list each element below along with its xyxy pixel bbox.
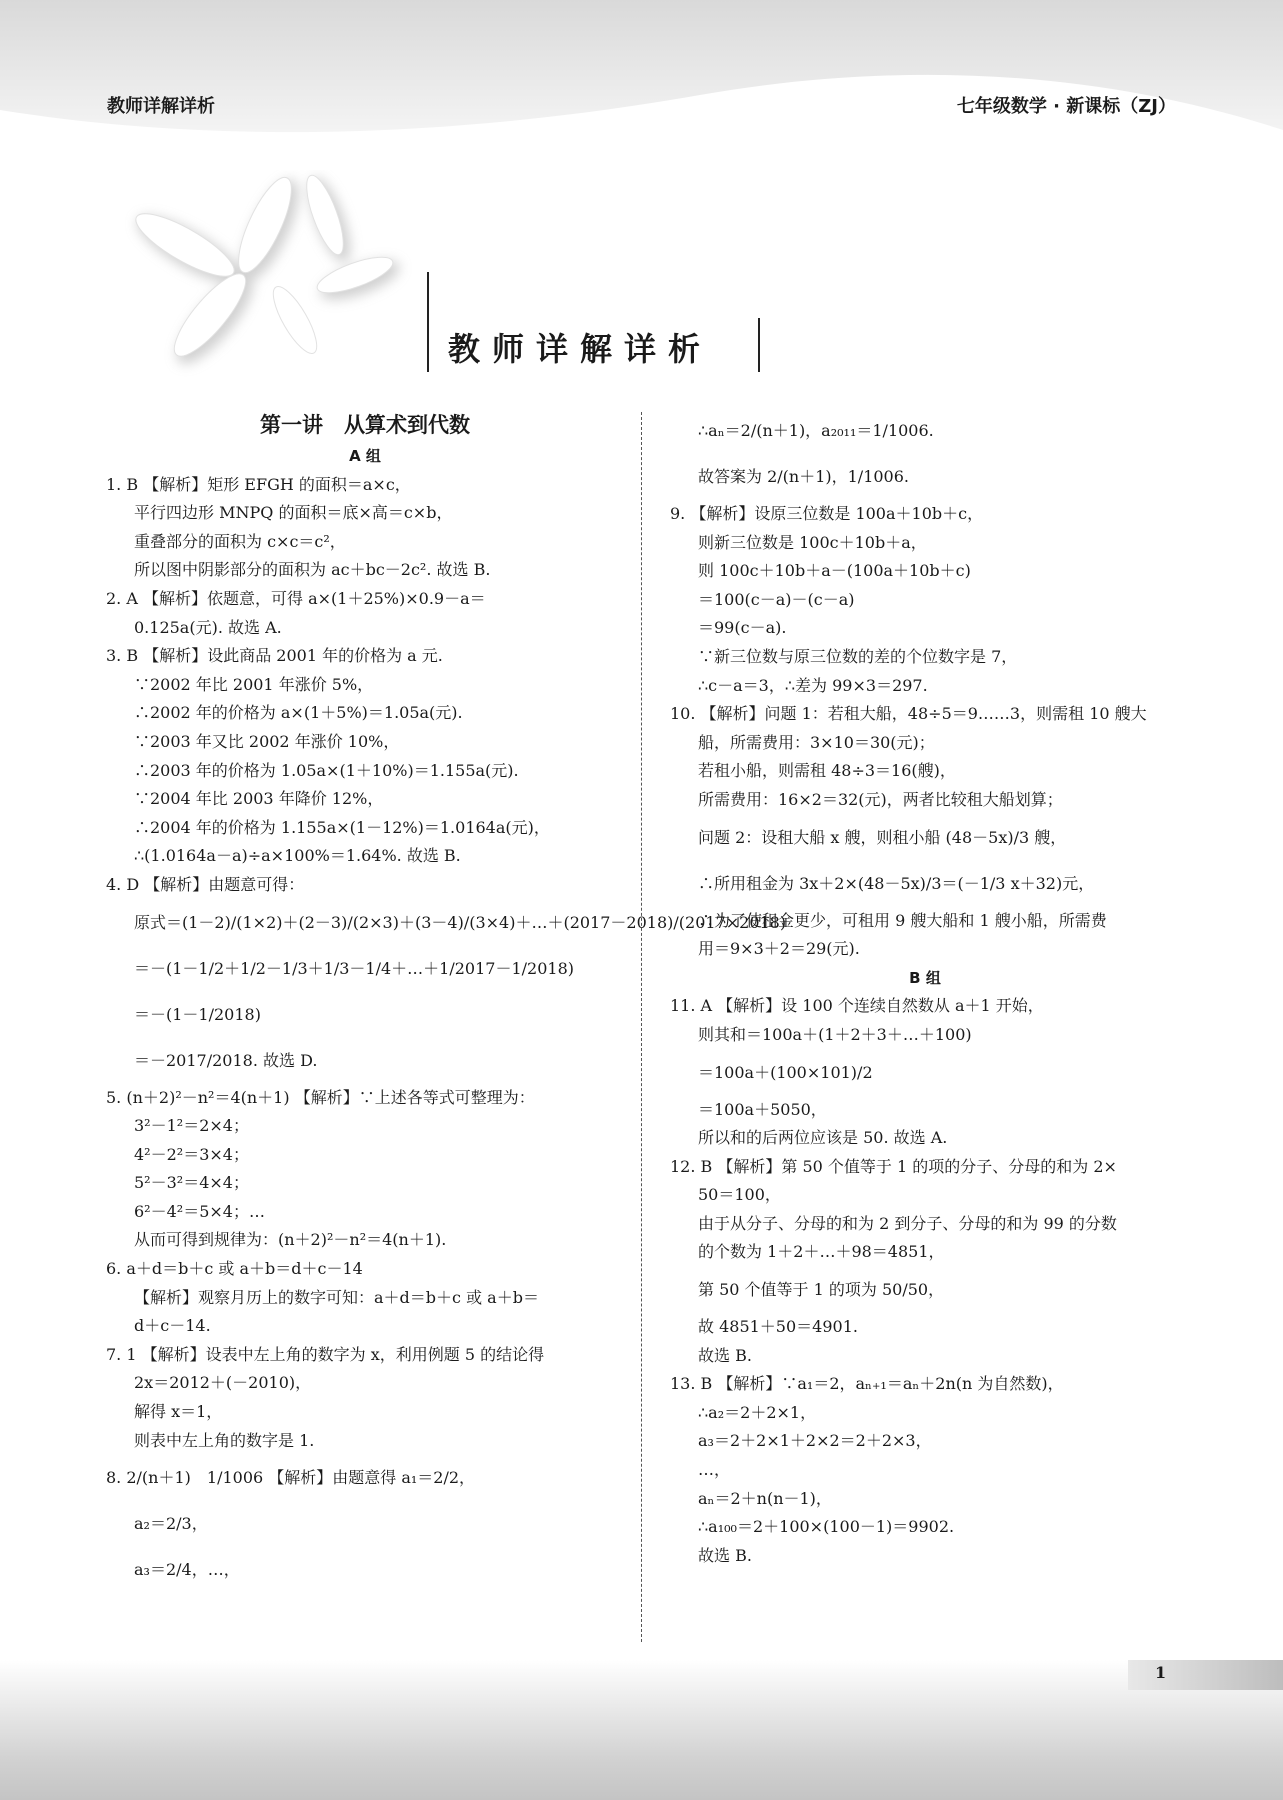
header-wave [0, 0, 1283, 160]
answer-line: ＝100(c－a)－(c－a) [698, 589, 855, 609]
answer-line: 5. (n＋2)²－n²＝4(n＋1) 【解析】∵上述各等式可整理为： [106, 1087, 535, 1107]
title-left-rule [427, 272, 429, 372]
section-title: 第一讲 从算术到代数 [260, 413, 470, 437]
flower-decoration-icon [120, 170, 430, 390]
answer-line: ∵新三位数与原三位数的差的个位数字是 7， [698, 646, 1018, 666]
formula-line: 第 50 个值等于 1 的项为 50/50， [698, 1280, 945, 1300]
answer-line: ∴c－a＝3，∴差为 99×3＝297. [698, 675, 928, 695]
header-left-title: 教师详解详析 [107, 96, 215, 117]
answer-line: 10. 【解析】问题 1：若租大船，48÷5＝9……3，则需租 10 艘大 [670, 704, 1147, 724]
answer-line: 从而可得到规律为：(n＋2)²－n²＝4(n＋1). [134, 1230, 447, 1250]
formula-line: ＝100a＋(100×101)/2 [698, 1062, 873, 1082]
answer-line: 的个数为 1＋2＋…＋98＝4851， [698, 1242, 945, 1262]
formula-line: ∴aₙ＝2/(n＋1)，a₂₀₁₁＝1/1006. [698, 421, 934, 440]
answer-line: …， [698, 1460, 731, 1480]
answer-line: 13. B 【解析】∵a₁＝2，aₙ₊₁＝aₙ＋2n(n 为自然数)， [670, 1374, 1064, 1394]
answer-line: 用＝9×3＋2＝29(元). [698, 939, 860, 959]
group-b-label: B 组 [909, 968, 941, 987]
formula-line: 故答案为 2/(n＋1)，1/1006. [698, 467, 910, 486]
answer-line: 50＝100， [698, 1185, 781, 1205]
formula-line: ∴所用租金为 3x＋2×(48－5x)/3＝(－1/3 x＋32)元， [698, 873, 1095, 893]
answer-line: 则其和＝100a＋(1＋2＋3＋…＋100) [698, 1024, 972, 1044]
answer-line: 平行四边形 MNPQ 的面积＝底×高＝c×b， [134, 503, 453, 523]
answer-line: a₃＝2＋2×1＋2×2＝2＋2×3， [698, 1431, 932, 1451]
column-divider [641, 412, 642, 1642]
answer-line: 1. B 【解析】矩形 EFGH 的面积＝a×c， [106, 474, 411, 494]
answer-line: 6²－4²＝5×4；… [134, 1201, 265, 1221]
answer-line: 0.125a(元). 故选 A. [134, 617, 282, 637]
answer-line: 由于从分子、分母的和为 2 到分子、分母的和为 99 的分数 [698, 1213, 1117, 1233]
answer-line: ＝99(c－a). [698, 618, 787, 638]
answer-line: 3. B 【解析】设此商品 2001 年的价格为 a 元. [106, 646, 443, 666]
formula-line: a₂＝2/3， [134, 1514, 208, 1534]
answer-line: 5²－3²＝4×4； [134, 1173, 249, 1193]
answer-line: 12. B 【解析】第 50 个值等于 1 的项的分子、分母的和为 2× [670, 1156, 1117, 1176]
answer-line: ∵2003 年又比 2002 年涨价 10%， [134, 731, 400, 751]
answer-line: 若租小船，则需租 48÷3＝16(艘)， [698, 761, 956, 781]
answer-line: 解得 x＝1， [134, 1402, 223, 1422]
formula-line: ＝－(1－1/2＋1/2－1/3＋1/3－1/4＋…＋1/2017－1/2018) [134, 958, 574, 978]
answer-line: 【解析】观察月历上的数字可知：a＋d＝b＋c 或 a＋b＝ [134, 1287, 539, 1307]
answer-line: aₙ＝2＋n(n－1)， [698, 1488, 832, 1508]
answer-line: 则新三位数是 100c＋10b＋a， [698, 532, 927, 552]
page-number-tab [1128, 1660, 1283, 1690]
answer-line: ∴2003 年的价格为 1.05a×(1＋10%)＝1.155a(元). [134, 760, 519, 780]
answer-line: 则表中左上角的数字是 1. [134, 1430, 315, 1450]
answer-line: 故选 B. [698, 1545, 752, 1565]
answer-line: ∴a₂＝2＋2×1， [698, 1402, 817, 1422]
answer-line: 9. 【解析】设原三位数是 100a＋10b＋c， [670, 504, 984, 523]
formula-line: a₃＝2/4，…， [134, 1560, 240, 1580]
answer-line: 所以和的后两位应该是 50. 故选 A. [698, 1128, 948, 1148]
answer-line: 重叠部分的面积为 c×c＝c²， [134, 531, 346, 551]
answer-line: ∴为了使租金更少，可租用 9 艘大船和 1 艘小船，所需费 [698, 910, 1107, 930]
answer-line: 3²－1²＝2×4； [134, 1116, 249, 1136]
answer-line: 2x＝2012＋(－2010)， [134, 1373, 312, 1393]
answer-line: ＝100a＋5050， [698, 1099, 827, 1119]
answer-line: 6. a＋d＝b＋c 或 a＋b＝d＋c－14 [106, 1259, 363, 1279]
answer-line: 7. 1 【解析】设表中左上角的数字为 x，利用例题 5 的结论得 [106, 1344, 545, 1364]
answer-line: 11. A 【解析】设 100 个连续自然数从 a＋1 开始， [670, 996, 1044, 1016]
formula-line: 8. 2/(n＋1) 1/1006 【解析】由题意得 a₁＝2/2， [106, 1468, 476, 1488]
formula-line: 问题 2：设租大船 x 艘，则租小船 (48－5x)/3 艘， [698, 827, 1067, 847]
group-a-label: A 组 [349, 447, 381, 465]
formula-line: ＝－2017/2018. 故选 D. [134, 1050, 318, 1070]
answer-line: d＋c－14. [134, 1316, 211, 1336]
answer-line: 故选 B. [698, 1345, 752, 1365]
formula-line: ＝－(1－1/2018) [134, 1004, 261, 1024]
answer-line: 4. D 【解析】由题意可得： [106, 874, 305, 894]
answer-line: ∵2004 年比 2003 年降价 12%， [134, 789, 384, 809]
answer-line: 船，所需费用：3×10＝30(元)； [698, 732, 935, 752]
answer-line: 则 100c＋10b＋a－(100a＋10b＋c) [698, 561, 971, 581]
answer-line: 所需费用：16×2＝32(元)，两者比较租大船划算； [698, 789, 1063, 809]
answer-line: ∴(1.0164a－a)÷a×100%＝1.64%. 故选 B. [134, 846, 461, 866]
answer-line: ∴2004 年的价格为 1.155a×(1－12%)＝1.0164a(元)， [134, 817, 550, 837]
footer-band [0, 1660, 1283, 1800]
answer-line: ∴2002 年的价格为 a×(1＋5%)＝1.05a(元). [134, 703, 463, 723]
title-right-rule [758, 318, 760, 372]
answer-line: 2. A 【解析】依题意，可得 a×(1＋25%)×0.9－a＝ [106, 588, 486, 608]
page-number: 1 [1155, 1663, 1167, 1682]
answer-line: ∵2002 年比 2001 年涨价 5%， [134, 674, 374, 694]
answer-line: 4²－2²＝3×4； [134, 1144, 249, 1164]
answer-line: 故 4851＋50＝4901. [698, 1317, 858, 1337]
right-column [670, 408, 1180, 1570]
page-title: 教师详解详析 [448, 330, 713, 368]
answer-line: 所以图中阴影部分的面积为 ac＋bc－2c². 故选 B. [134, 560, 491, 580]
formula-line: 原式＝(1－2)/(1×2)＋(2－3)/(2×3)＋(3－4)/(3×4)＋…＋(2017－2018)/(2017×2018) [134, 912, 787, 932]
header-right-title: 七年级数学 · 新课标（ZJ） [956, 96, 1176, 117]
answer-line: ∴a₁₀₀＝2＋100×(100－1)＝9902. [698, 1517, 955, 1537]
